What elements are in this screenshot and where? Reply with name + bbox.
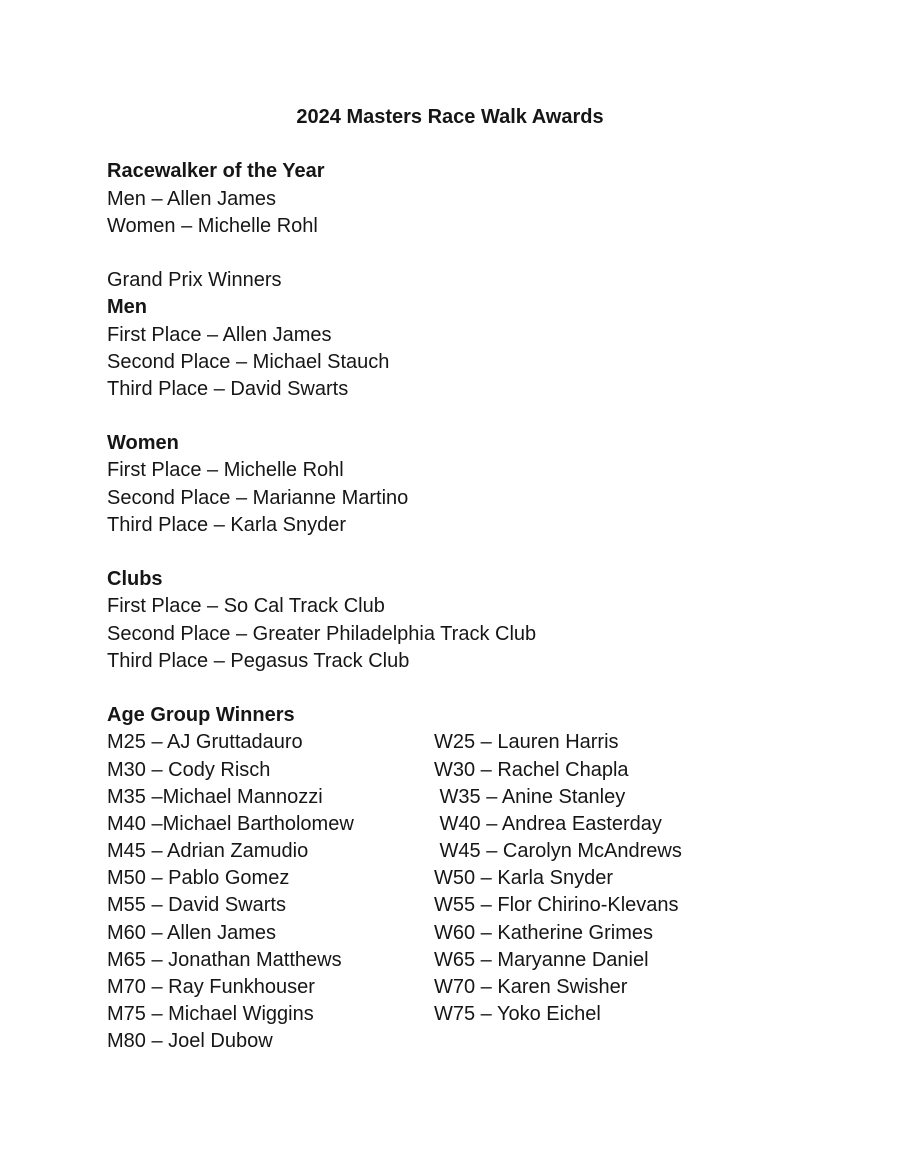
age-group-row: [107, 811, 840, 838]
women-age-group-entry: W65 – Maryanne Daniel: [434, 948, 649, 971]
text-line: Third Place – Pegasus Track Club: [107, 649, 410, 672]
blank-line: [107, 240, 840, 267]
text-line: Women – Michelle Rohl: [107, 214, 318, 237]
women-age-group-entry: W45 – Carolyn McAndrews: [434, 840, 682, 863]
women-age-group-entry: W75 – Yoko Eichel: [434, 1003, 601, 1026]
women-age-group-entry: W25 – Lauren Harris: [434, 731, 619, 754]
section-heading: Clubs: [107, 568, 163, 591]
text-line: Third Place – Karla Snyder: [107, 513, 347, 536]
women-age-group-entry: W60 – Katherine Grimes: [434, 921, 653, 944]
men-age-group-entry: M60 – Allen James: [107, 921, 276, 944]
age-group-row: [107, 920, 840, 947]
blank-line: [107, 539, 840, 566]
women-age-group-entry: W35 – Anine Stanley: [434, 785, 626, 808]
men-age-group-entry: M50 – Pablo Gomez: [107, 867, 290, 890]
men-age-group-entry: M45 – Adrian Zamudio: [107, 840, 309, 863]
men-age-group-entry: M25 – AJ Gruttadauro: [107, 731, 303, 754]
women-age-group-entry: W55 – Flor Chirino-Klevans: [434, 894, 679, 917]
age-group-row: [107, 892, 840, 919]
blank-line: [107, 131, 840, 158]
men-age-group-entry: M55 – David Swarts: [107, 894, 286, 917]
women-age-group-entry: [434, 1028, 840, 1055]
section-heading: Racewalker of the Year: [107, 160, 325, 183]
document-body: [107, 104, 840, 1056]
women-age-group-entry: W40 – Andrea Easterday: [434, 812, 662, 835]
age-group-row: [107, 838, 840, 865]
women-age-group-entry: W30 – Rachel Chapla: [434, 758, 629, 781]
men-age-group-entry: M75 – Michael Wiggins: [107, 1003, 314, 1026]
text-line: First Place – Allen James: [107, 323, 332, 346]
blank-line: [107, 403, 840, 430]
age-group-row: [107, 757, 840, 784]
text-line: Second Place – Greater Philadelphia Track Club: [107, 622, 537, 645]
text-line: Second Place – Marianne Martino: [107, 486, 409, 509]
men-age-group-entry: M65 – Jonathan Matthews: [107, 948, 342, 971]
section-heading: Women: [107, 432, 179, 455]
section-heading: Men: [107, 296, 147, 319]
text-line: Men – Allen James: [107, 187, 276, 210]
men-age-group-entry: M80 – Joel Dubow: [107, 1030, 273, 1053]
age-group-row: [107, 974, 840, 1001]
women-age-group-entry: W70 – Karen Swisher: [434, 976, 628, 998]
women-age-group-entry: W50 – Karla Snyder: [434, 867, 613, 890]
men-age-group-entry: M30 – Cody Risch: [107, 758, 271, 781]
men-age-group-entry: M40 –Michael Bartholomew: [107, 812, 354, 835]
text-line: Second Place – Michael Stauch: [107, 350, 390, 373]
age-group-row: [107, 1001, 840, 1028]
document-title: 2024 Masters Race Walk Awards: [296, 106, 604, 128]
section-heading: Age Group Winners: [107, 704, 295, 727]
text-line: Grand Prix Winners: [107, 269, 282, 292]
age-group-row: [107, 865, 840, 892]
men-age-group-entry: M35 –Michael Mannozzi: [107, 785, 323, 808]
age-group-row: [107, 1028, 840, 1055]
age-group-row: [107, 729, 840, 756]
text-line: Third Place – David Swarts: [107, 377, 349, 400]
age-group-row: [107, 784, 840, 811]
age-group-row: [107, 947, 840, 974]
text-line: First Place – Michelle Rohl: [107, 459, 344, 482]
blank-line: [107, 675, 840, 702]
text-line: First Place – So Cal Track Club: [107, 595, 385, 618]
men-age-group-entry: M70 – Ray Funkhouser: [107, 976, 315, 998]
